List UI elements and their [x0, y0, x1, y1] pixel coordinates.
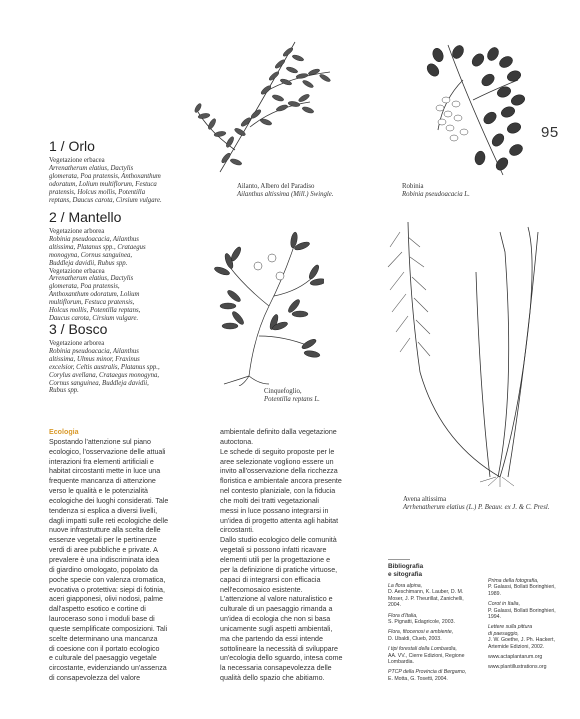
text-line: dagli impatti sulle reti ecologiche delle [49, 516, 169, 525]
text-line: vegetali si possono infatti ricavare [220, 546, 327, 555]
bibliography-title: di paesaggio, [488, 630, 519, 637]
bibliography-entry [388, 669, 488, 682]
bibliography-left-list [388, 583, 488, 686]
text-line: nell'ecomosaico esistente. [220, 585, 303, 594]
bibliography-title: Flora, fitocenosi e ambiente, [388, 629, 454, 636]
text-line: Le schede di seguito proposte per le [220, 447, 335, 456]
section-line: pratensis, Holcus mollis, Potentilla [49, 188, 146, 196]
text-line: aree selezionate vogliono essere un [220, 457, 334, 466]
ailanthus-illustration [190, 32, 340, 182]
bibliography-entry [388, 583, 488, 609]
text-line: queste semplificate composizioni. Tali [49, 624, 168, 633]
bibliography-detail: 2004. [388, 602, 401, 609]
bibliography-detail: J. W. Goethe, J. Ph. Hackert, [488, 637, 555, 644]
text-line: un'ecologia dello sguardo, intesa come [220, 654, 343, 663]
bibliography-title: I tipi forestali della Lombardia, [388, 646, 457, 653]
page-number: 95 [541, 124, 559, 141]
text-line: dall'aspetto esotico e cortine di [49, 605, 146, 614]
text-line: Dallo studio ecologico delle comunità [220, 536, 337, 545]
text-line: interazioni fra elementi artificiali e [49, 457, 154, 466]
section-line: Anthoxanthum odoratum, Lolium [49, 291, 140, 299]
section-orlo [49, 138, 189, 204]
bibliography-title: PTCP della Provincia di Bergamo, [388, 669, 467, 676]
bibliography-detail: www.plantillustrations.org [488, 664, 547, 671]
text-line: la necessaria consapevolezza delle [220, 664, 332, 673]
text-line: un'idea di ecologia che non si basa [220, 615, 331, 624]
text-line: prevalere è una indiscriminata idea [49, 555, 160, 564]
bibliography-detail: Artemide Edizioni, 2002. [488, 643, 545, 650]
section-line: Vegetazione erbacea [49, 267, 105, 275]
text-line: floristica e ambientale ancora presente [220, 477, 342, 486]
section-line: Corylus avellana, Crataegus monogyna, [49, 371, 160, 379]
bibliography-title: Lettere sulla pittura [488, 624, 533, 631]
bibliography-entry [388, 646, 488, 665]
text-line: messi in luce possano integrarsi in [220, 506, 329, 515]
bibliography-detail: E. Motta, G. Tosetti, 2004. [388, 675, 448, 682]
ecologia-text [49, 438, 209, 684]
caption-cinquefoglio [264, 388, 320, 404]
section-line: monogyna, Cornus sanguinea, [49, 251, 133, 259]
section-title: 1 / Orlo [49, 138, 95, 154]
bibliography-heading-line1: Bibliografia [388, 563, 424, 570]
text-line: qualità dello spazio che abitiamo. [220, 674, 325, 683]
text-line: che molti dei tratti vegetazionali [220, 496, 319, 505]
section-line: multiflorum, Festuca pratensis, [49, 299, 135, 307]
section-line: reptans, Daucus carota, Cirsium vulgare. [49, 196, 162, 204]
bibliography-heading-line2: e sitografia [388, 570, 423, 578]
section-line: excelsior, Celtis australis, Platanus spp., [49, 363, 160, 371]
section-title: 2 / Mantello [49, 209, 122, 225]
text-line: aceri giapponesi, olivi nodosi, palme [49, 595, 163, 604]
text-line: ambientale definito dalla vegetazione [220, 428, 337, 436]
text-line: elementi utili per la progettazione e [220, 555, 331, 564]
text-line: culturale di un paesaggio rimanda a [220, 605, 333, 614]
section-line: odoratum, Lolium multiflorum, Festuca [49, 180, 157, 188]
section-title: 3 / Bosco [49, 321, 108, 337]
section-line: Rubus spp. [49, 387, 79, 395]
bibliography-detail: 1989. [488, 590, 501, 597]
text-line: capaci di integrarsi con efficacia [220, 575, 321, 584]
section-line: Daucus carota, Cirsium vulgare. [49, 314, 139, 322]
bibliography-title: Prima della fotografia, [488, 578, 539, 584]
caption-robinia [402, 183, 470, 199]
text-line: ma che partendo da essi intende [220, 634, 323, 643]
bibliography-title: Corot in Italia, [488, 601, 521, 608]
bibliography-detail: S. Pignatti, Edagricole, 2003. [388, 619, 455, 626]
text-line: nuove infrastrutture alla scelta delle [49, 526, 161, 535]
caption-latin-name: Arrhenatherum elatius (L.) P. Beauv. ex J. & C. Presl. [403, 504, 550, 511]
bibliography-entry [488, 578, 578, 597]
text-line: ecologico, l'osservazione delle attuali [49, 447, 166, 456]
bibliography-detail: D. Aeschimann, K. Lauber, D. M. [388, 589, 464, 596]
section-body [49, 340, 189, 395]
text-line: essenze vegetali per le pertinenze [49, 536, 157, 545]
caption-ailanto [237, 183, 333, 199]
ecologia-text [220, 428, 380, 684]
robinia-illustration [418, 40, 528, 182]
bibliography-detail: P. Galassi, Bollati Boringhieri, [488, 607, 556, 614]
ecologia-column-2 [220, 428, 380, 684]
section-line: Buddleja davidii, Rubus spp. [49, 259, 128, 267]
caption-latin-name: Ailanthus altissima (Mill.) Swingle. [237, 191, 334, 198]
section-bosco [49, 321, 189, 395]
text-line: verso le qualità e le potenzialità [49, 487, 148, 496]
section-body [49, 157, 189, 204]
text-line: autoctona. [220, 437, 254, 446]
ecologia-heading: Ecologia [49, 428, 79, 436]
section-line: glomerata, Poa pratensis, Anthoxanthum [49, 172, 161, 180]
caption-latin-name: Potentilla reptans L. [264, 396, 320, 403]
bibliography-detail: P. Galassi, Bollati Boringhieri, [488, 584, 556, 591]
text-line: un'idea di progetto attenta agli habitat [220, 516, 339, 525]
caption-common-name: Robinia [402, 183, 424, 190]
text-line: habitat circostanti mette in luce una [49, 467, 161, 476]
bibliography-right-list [488, 578, 578, 675]
bibliography-heading [388, 563, 568, 578]
section-line: altissima, Ulmus minor, Fraxinus [49, 355, 140, 363]
section-line: altissima, Platanus spp., Crataegus [49, 243, 146, 251]
caption-common-name: Avena altissima [403, 496, 447, 503]
text-line: di consapevolezza del valore [49, 674, 141, 683]
caption-latin-name: Robinia pseudoacacia L. [402, 191, 470, 198]
bibliography-detail: 1994. [488, 614, 501, 621]
text-line: tendenza si esplica a diversi livelli, [49, 506, 158, 515]
bibliography-title: Flora d'Italia, [388, 612, 418, 619]
section-line: Cornus sanguinea, Buddleja davidii, [49, 379, 149, 387]
text-line: circostante, evidenziando un'assenza [49, 664, 167, 673]
caption-common-name: Cinquefoglio, [264, 388, 302, 395]
bibliography-entry [488, 601, 578, 620]
section-line: Vegetazione arborea [49, 340, 105, 347]
potentilla-illustration [214, 226, 324, 386]
bibliography-title: La flora alpina, [388, 583, 423, 589]
bibliography-entry [388, 629, 488, 642]
bibliography-detail: Moser, J. P. Theurillat, Zanichelli, [388, 595, 464, 602]
text-line: ecologiche dei luoghi considerati. Tale [49, 496, 169, 505]
section-line: Robinia pseudoacacia, Ailanthus [49, 347, 139, 355]
avena-illustration [380, 212, 550, 487]
section-mantello [49, 209, 189, 323]
text-line: per la definizione di pratiche virtuose, [220, 565, 338, 574]
text-line: e culturale del paesaggio vegetale [49, 654, 157, 663]
text-line: verdi di aree pubbliche e private. A [49, 546, 158, 555]
bibliography-detail: www.actaplantarum.org [488, 654, 543, 661]
text-line: circostanti. [220, 526, 254, 535]
section-line: Holcus mollis, Potentilla reptans, [49, 307, 141, 315]
section-body [49, 228, 189, 323]
section-line: Vegetazione arborea [49, 228, 105, 235]
ecologia-column-1 [49, 428, 209, 684]
text-line: unicamente sugli aspetti ambientali, [220, 624, 333, 633]
text-line: sottolineare la necessità di sviluppare [220, 644, 338, 653]
section-line: Arrenatherum elatius, Dactylis [49, 275, 134, 283]
bibliography-divider [388, 559, 410, 560]
section-line: Vegetazione erbacea [49, 157, 105, 164]
bibliography-entry [488, 631, 578, 650]
bibliography-entry [488, 654, 578, 660]
section-line: Arrenatherum elatius, Dactylis [49, 164, 134, 172]
text-line: lauroceraso sono i moduli base di [49, 615, 155, 624]
section-line: glomerata, Poa pratensis, [49, 283, 120, 291]
text-line: Spostando l'attenzione sul piano [49, 437, 151, 446]
bibliography-detail: AA. VV., Cierre Edizioni, Regione [388, 652, 465, 659]
caption-common-name: Ailanto, Albero del Paradiso [237, 183, 315, 190]
caption-avena [403, 496, 549, 512]
text-line: L'attenzione al valore naturalistico e [220, 595, 333, 604]
text-line: invito all'osservazione della ricchezza [220, 467, 338, 476]
bibliography-entry [488, 664, 578, 670]
text-line: nel contesto planiziale, con la fiducia [220, 487, 336, 496]
bibliography-detail: Lombardia. [388, 659, 414, 666]
section-line: Robinia pseudoacacia, Ailanthus [49, 235, 139, 243]
text-line: scelte determinano una mancanza [49, 634, 158, 643]
text-line: evocativa o protettiva: siepi di fotinia, [49, 585, 165, 594]
text-line: di giardino omologato, popolato da [49, 565, 158, 574]
text-line: poche specie con valenza cromatica, [49, 575, 166, 584]
bibliography-detail: D. Ubaldi, Clueb, 2003. [388, 635, 442, 642]
text-line: di coesione con il portato ecologico [49, 644, 160, 653]
text-line: frequente mancanza di attenzione [49, 477, 156, 486]
bibliography-entry [388, 613, 488, 626]
